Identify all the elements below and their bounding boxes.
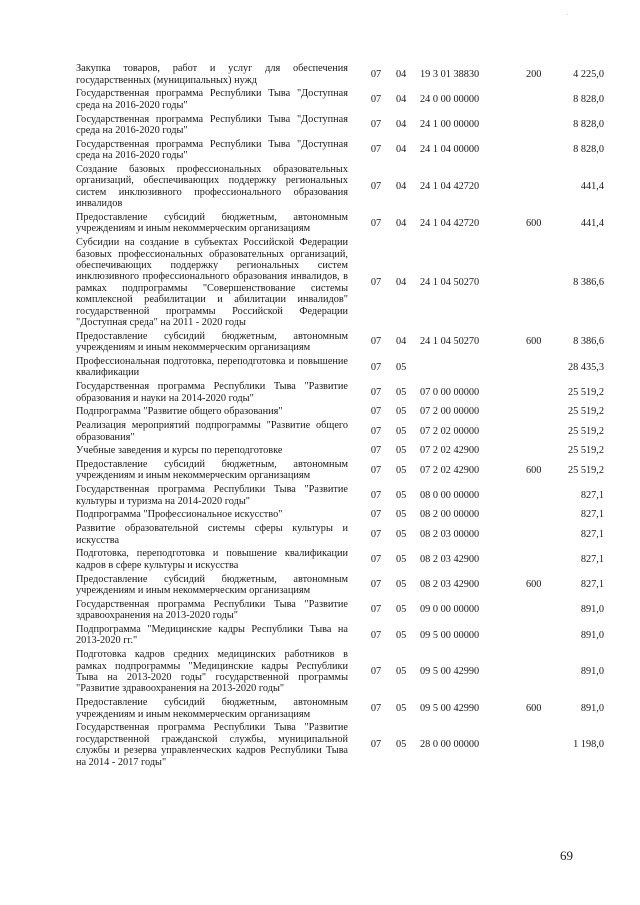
item-name-text: Предоставление субсидий бюджетным, автономным учреждениям и иным некоммерческим организациям — [76, 211, 348, 235]
item-name-text: Государственная программа Республики Тыва "Развитие образования и науки на 2014-2020 годы" — [76, 381, 348, 404]
section-code: 07 — [370, 181, 382, 193]
item-name-text: Подпрограмма "Развитие общего образования" — [76, 406, 283, 418]
item-name-text: Предоставление субсидий бюджетным, автономным учреждениям и иным некоммерческим организациям — [76, 573, 348, 596]
item-name — [76, 623, 356, 648]
subsection-code: 05 — [396, 579, 407, 591]
table-row — [76, 483, 604, 508]
amount: 441,4 — [580, 217, 604, 229]
target-article-code: 24 1 04 50270 — [420, 336, 480, 348]
target-article-code: 08 2 03 42900 — [420, 554, 480, 566]
subsection-code: 04 — [396, 144, 407, 156]
table-row — [76, 236, 604, 330]
subsection-code: 05 — [396, 666, 407, 678]
table-row — [76, 547, 604, 572]
amount: 8 386,6 — [573, 336, 604, 348]
target-article-code: 19 3 01 38830 — [420, 68, 480, 80]
expense-type-code — [526, 405, 554, 419]
scan-mark: · — [566, 12, 568, 18]
expense-type-code — [526, 623, 554, 648]
subsection-code: 04 — [396, 119, 407, 131]
item-name-text: Развитие образовательной системы сферы культуры и искусства — [76, 523, 348, 546]
target-article-code: 24 1 04 50270 — [420, 277, 480, 289]
item-name — [76, 419, 356, 444]
item-name — [76, 648, 356, 696]
amount: 891,0 — [580, 604, 604, 616]
target-article-code: 08 2 00 00000 — [420, 509, 480, 521]
section-code: 07 — [370, 528, 382, 540]
expense-type-code: 600 — [526, 702, 542, 714]
section-code: 07 — [370, 464, 382, 476]
amount: 25 519,2 — [567, 386, 604, 398]
target-article-code: 07 2 02 42900 — [420, 464, 480, 476]
expense-type-code — [526, 648, 554, 696]
section-code: 07 — [370, 94, 382, 106]
section-code: 07 — [370, 509, 382, 521]
section-code: 07 — [370, 386, 382, 398]
table-row — [76, 458, 604, 483]
subsection-code: 05 — [396, 702, 407, 714]
expense-type-code — [526, 236, 554, 330]
section-code: 07 — [370, 336, 382, 348]
subsection-code: 04 — [396, 68, 407, 80]
subsection-code: 04 — [396, 277, 407, 289]
item-name — [76, 405, 356, 419]
target-article-code: 24 1 00 00000 — [420, 119, 480, 131]
subsection-code: 05 — [396, 629, 407, 641]
table-row — [76, 405, 604, 419]
section-code: 07 — [370, 217, 382, 229]
target-article-code: 09 0 00 00000 — [420, 604, 480, 616]
amount: 28 435,3 — [567, 361, 604, 373]
section-code: 07 — [370, 425, 382, 437]
item-name-text: Государственная программа Республики Тыва "Доступная среда на 2016-2020 годы" — [76, 113, 348, 136]
budget-table — [76, 62, 604, 769]
item-name-text: Подготовка, переподготовка и повышение квалификации кадров в сфере культуры и искусства — [76, 548, 348, 571]
section-code: 07 — [370, 579, 382, 591]
section-code: 07 — [370, 666, 382, 678]
section-code: 07 — [370, 406, 382, 418]
target-article-code: 24 1 04 42720 — [420, 217, 480, 229]
table-row — [76, 138, 604, 163]
item-name-text: Государственная программа Республики Тыва "Развитие государственной гражданской службы, муниципальной службы и резерва управленческих кадров Республики Тыва на 2014 - 2017 годы" — [76, 722, 348, 768]
amount: 827,1 — [580, 528, 604, 540]
subsection-code: 05 — [396, 406, 407, 418]
subsection-code: 04 — [396, 94, 407, 106]
table-row — [76, 163, 604, 211]
expense-type-code: 600 — [526, 464, 542, 476]
table-row — [76, 380, 604, 405]
target-article-code: 09 5 00 00000 — [420, 629, 480, 641]
amount: 4 225,0 — [573, 68, 604, 80]
target-article-code: 24 1 04 00000 — [420, 144, 480, 156]
amount: 25 519,2 — [567, 445, 604, 457]
subsection-code: 04 — [396, 217, 407, 229]
subsection-code: 05 — [396, 509, 407, 521]
section-code: 07 — [370, 604, 382, 616]
expense-type-code — [526, 721, 554, 769]
expense-type-code — [526, 522, 554, 547]
item-name-text: Подпрограмма "Медицинские кадры Республики Тыва на 2013-2020 гг." — [76, 623, 348, 647]
target-article-code: 08 0 00 00000 — [420, 489, 480, 501]
expense-type-code — [526, 444, 554, 458]
target-article-code: 07 2 02 00000 — [420, 425, 480, 437]
item-name-text: Предоставление субсидий бюджетным, автономным учреждениям и иным некоммерческим организациям — [76, 330, 348, 354]
item-name — [76, 330, 356, 355]
expense-type-code — [526, 163, 554, 211]
amount: 827,1 — [580, 579, 604, 591]
item-name-text: Создание базовых профессиональных образовательных организаций, обеспечивающих поддержку региональных систем инклюзивного профессионального образования инвалидов — [76, 163, 348, 210]
item-name — [76, 62, 356, 87]
item-name — [76, 236, 356, 330]
target-article-code: 28 0 00 00000 — [420, 739, 480, 751]
item-name — [76, 211, 356, 236]
item-name-text: Подпрограмма "Профессиональное искусство" — [76, 509, 283, 521]
table-row — [76, 444, 604, 458]
table-row — [76, 355, 604, 380]
table-row — [76, 696, 604, 721]
amount: 25 519,2 — [567, 464, 604, 476]
item-name-text: Государственная программа Республики Тыва "Развитие культуры и туризма на 2014-2020 годы" — [76, 484, 348, 507]
expense-type-code — [526, 355, 554, 380]
table-row — [76, 648, 604, 696]
subsection-code: 04 — [396, 336, 407, 348]
expense-type-code — [526, 508, 554, 522]
expense-type-code: 600 — [526, 336, 542, 348]
subsection-code: 05 — [396, 554, 407, 566]
subsection-code: 05 — [396, 425, 407, 437]
item-name — [76, 721, 356, 769]
item-name — [76, 696, 356, 721]
item-name — [76, 444, 356, 458]
table-row — [76, 522, 604, 547]
item-name — [76, 138, 356, 163]
table-row — [76, 623, 604, 648]
item-name-text: Подготовка кадров средних медицинских работников в рамках подпрограммы "Медицинские кадры Республики Тыва на 2013-2020 годы" государственной программы "Развитие здравоохранения на 2013-2020 годы" — [76, 649, 348, 695]
target-article-code: 07 2 02 42900 — [420, 445, 480, 457]
item-name — [76, 355, 356, 380]
subsection-code: 05 — [396, 464, 407, 476]
section-code: 07 — [370, 702, 382, 714]
expense-type-code: 200 — [526, 68, 542, 80]
item-name — [76, 522, 356, 547]
amount: 8 828,0 — [573, 119, 604, 131]
item-name — [76, 163, 356, 211]
expense-type-code — [526, 87, 554, 112]
target-article-code: 07 0 00 00000 — [420, 386, 480, 398]
table-row — [76, 721, 604, 769]
amount: 827,1 — [580, 554, 604, 566]
amount: 891,0 — [580, 629, 604, 641]
table-row — [76, 112, 604, 137]
amount: 8 386,6 — [573, 277, 604, 289]
subsection-code: 05 — [396, 489, 407, 501]
section-code: 07 — [370, 739, 382, 751]
target-article-code: 07 2 00 00000 — [420, 406, 480, 418]
expense-type-code: 600 — [526, 217, 542, 229]
table-row — [76, 419, 604, 444]
section-code: 07 — [370, 119, 382, 131]
amount: 1 198,0 — [573, 739, 604, 751]
item-name — [76, 547, 356, 572]
target-article-code: 08 2 03 00000 — [420, 528, 480, 540]
item-name-text: Государственная программа Республики Тыва "Доступная среда на 2016-2020 годы" — [76, 88, 348, 111]
item-name — [76, 380, 356, 405]
target-article-code — [416, 355, 526, 380]
target-article-code: 24 1 04 42720 — [420, 181, 480, 193]
item-name-text: Предоставление субсидий бюджетным, автономным учреждениям и иным некоммерческим организациям — [76, 459, 348, 482]
subsection-code: 05 — [396, 604, 407, 616]
section-code: 07 — [370, 554, 382, 566]
expense-type-code — [526, 138, 554, 163]
subsection-code: 05 — [396, 739, 407, 751]
item-name-text: Профессиональная подготовка, переподготовка и повышение квалификации — [76, 355, 348, 379]
table-row — [76, 598, 604, 623]
item-name — [76, 572, 356, 597]
item-name-text: Субсидии на создание в субъектах Российской Федерации базовых профессиональных образовательных организаций, обеспечивающих поддержку региональных систем инклюзивного профессионального образования инвалидов, в рамках подпрограммы "Совершенствование системы комплексной реабилитации и абилитации инвалидов" государственной программы Российской Федерации "Доступная среда" на 2011 - 2020 годы — [76, 237, 348, 328]
target-article-code: 09 5 00 42990 — [420, 666, 480, 678]
item-name-text: Государственная программа Республики Тыва "Развитие здравоохранения на 2013-2020 годы" — [76, 598, 348, 622]
amount: 827,1 — [580, 489, 604, 501]
expense-type-code: 600 — [526, 579, 542, 591]
subsection-code: 04 — [396, 181, 407, 193]
subsection-code: 05 — [396, 445, 407, 457]
target-article-code: 24 0 00 00000 — [420, 94, 480, 106]
item-name — [76, 483, 356, 508]
item-name-text: Государственная программа Республики Тыва "Доступная среда на 2016-2020 годы" — [76, 138, 348, 162]
page-number: 69 — [560, 848, 573, 863]
target-article-code: 08 2 03 42900 — [420, 579, 480, 591]
subsection-code: 05 — [396, 361, 407, 373]
section-code: 07 — [370, 277, 382, 289]
section-code: 07 — [370, 68, 382, 80]
expense-type-code — [526, 419, 554, 444]
section-code: 07 — [370, 361, 382, 373]
amount: 891,0 — [580, 702, 604, 714]
amount: 25 519,2 — [567, 406, 604, 418]
expense-type-code — [526, 547, 554, 572]
section-code: 07 — [370, 445, 382, 457]
amount: 25 519,2 — [567, 425, 604, 437]
amount: 441,4 — [580, 181, 604, 193]
subsection-code: 05 — [396, 528, 407, 540]
section-code: 07 — [370, 489, 382, 501]
item-name — [76, 458, 356, 483]
table-row — [76, 508, 604, 522]
table-row — [76, 330, 604, 355]
expense-type-code — [526, 112, 554, 137]
table-row — [76, 211, 604, 236]
target-article-code: 09 5 00 42990 — [420, 702, 480, 714]
item-name — [76, 508, 356, 522]
item-name-text: Учебные заведения и курсы по переподготовке — [76, 445, 283, 457]
expense-type-code — [526, 483, 554, 508]
item-name — [76, 598, 356, 623]
table-row — [76, 572, 604, 597]
item-name — [76, 87, 356, 112]
amount: 827,1 — [580, 509, 604, 521]
amount: 8 828,0 — [573, 144, 604, 156]
table-row — [76, 62, 604, 87]
item-name-text: Закупка товаров, работ и услуг для обеспечения государственных (муниципальных) нужд — [76, 63, 348, 86]
table-row — [76, 87, 604, 112]
expense-type-code — [526, 380, 554, 405]
item-name — [76, 112, 356, 137]
expense-type-code — [526, 598, 554, 623]
item-name-text: Предоставление субсидий бюджетным, автономным учреждениям и иным некоммерческим организациям — [76, 697, 348, 720]
item-name-text: Реализация мероприятий подпрограммы "Развитие общего образования" — [76, 420, 348, 443]
subsection-code: 05 — [396, 386, 407, 398]
amount: 8 828,0 — [573, 94, 604, 106]
amount: 891,0 — [580, 666, 604, 678]
section-code: 07 — [370, 144, 382, 156]
section-code: 07 — [370, 629, 382, 641]
budget-table-body — [76, 62, 604, 769]
